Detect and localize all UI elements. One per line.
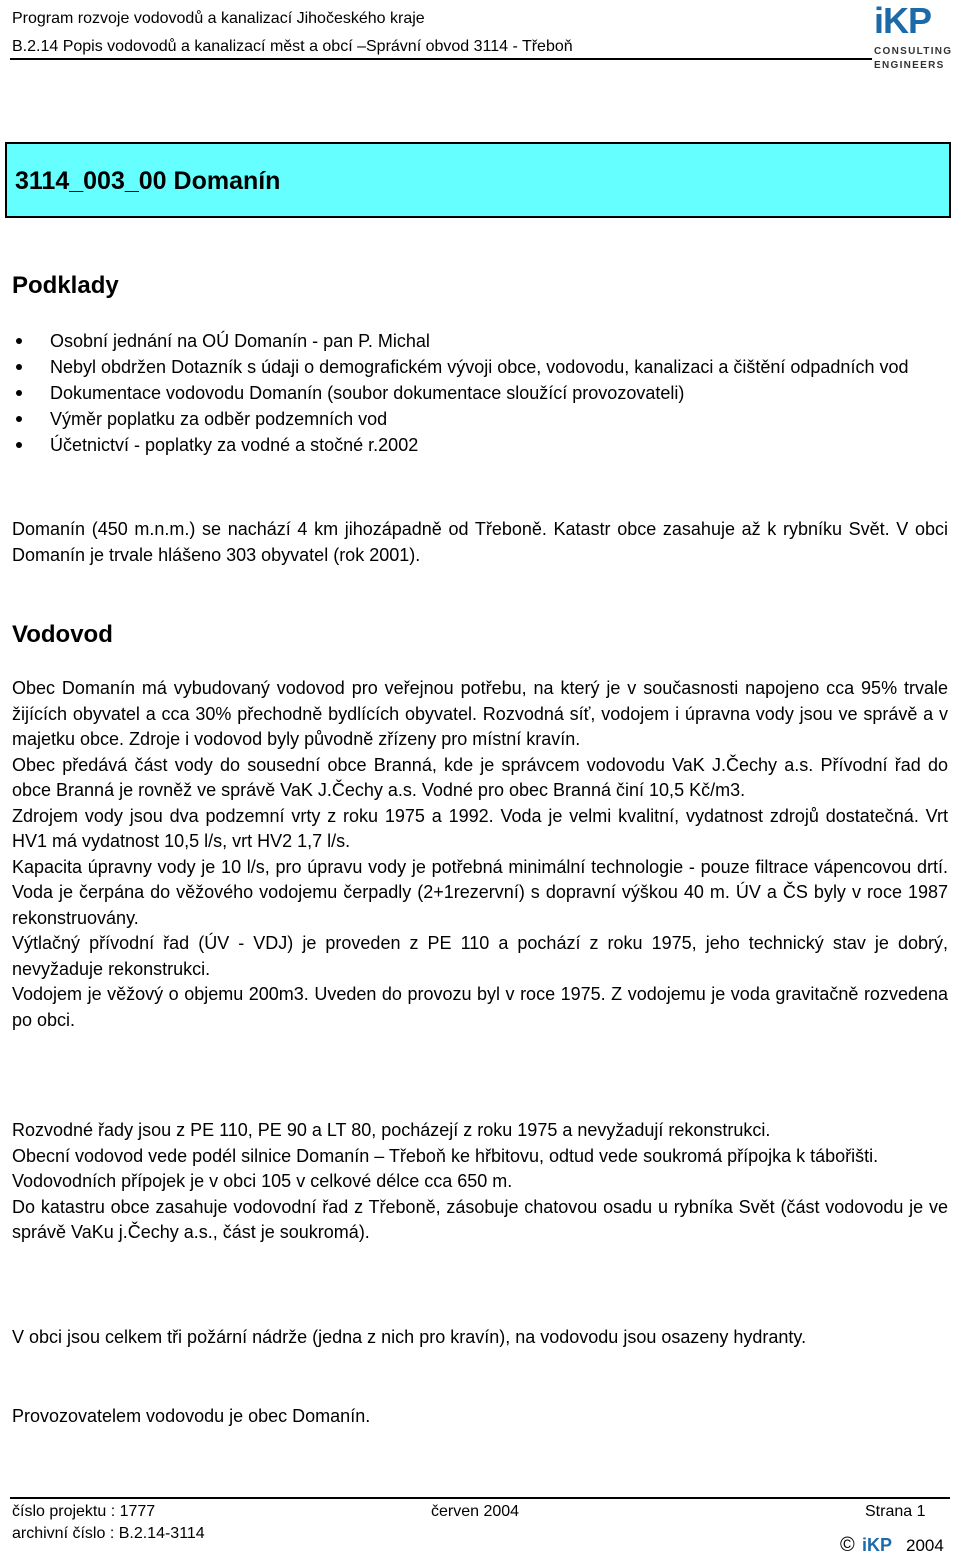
paragraph: Do katastru obce zasahuje vodovodní řad z Třeboně, zásobuje chatovou osadu u rybníka Svět (část vodovodu je ve správě VaKu j.Čechy a.s., část je soukromá). bbox=[12, 1196, 948, 1242]
header-divider bbox=[10, 58, 872, 60]
paragraph: Výtlačný přívodní řad (ÚV - VDJ) je proveden z PE 110 a pochází z roku 1975, jeho technický stav je dobrý, nevyžaduje rekonstrukci. bbox=[12, 933, 948, 979]
hydranty-paragraph bbox=[12, 1325, 948, 1351]
paragraph: Provozovatelem vodovodu je obec Domanín. bbox=[12, 1406, 371, 1426]
list-item: Dokumentace vodovodu Domanín (soubor dokumentace sloužící provozovateli) bbox=[12, 380, 952, 406]
header-program-title: Program rozvoje vodovodů a kanalizací Jihočeského kraje bbox=[12, 10, 425, 27]
intro-text: Domanín (450 m.n.m.) se nachází 4 km jihozápadně od Třeboně. Katastr obce zasahuje až k rybníku Svět. V obci Domanín je trvale hlášeno 303 obyvatel (rok 2001). bbox=[12, 519, 948, 565]
vodovod-block-2 bbox=[12, 1118, 948, 1246]
footer-archive-number: archivní číslo : B.2.14-3114 bbox=[12, 1525, 205, 1542]
footer-copyright-year: 2004 bbox=[906, 1536, 944, 1555]
document-title: 3114_003_00 Domanín bbox=[15, 167, 281, 195]
provozovatel-paragraph bbox=[12, 1404, 948, 1430]
paragraph: V obci jsou celkem tři požární nádrže (jedna z nich pro kravín), na vodovodu jsou osazeny hydranty. bbox=[12, 1327, 807, 1347]
paragraph: Obec předává část vody do sousední obce Branná, kde je správcem vodovodu VaK J.Čechy a.s. Přívodní řad do obce Branná je rovněž ve správě VaK J.Čechy a.s. Vodné pro obec Branná činí 10,5 Kč/m3. bbox=[12, 754, 948, 800]
paragraph: Rozvodné řady jsou z PE 110, PE 90 a LT 80, pocházejí z roku 1975 a nevyžadují rekonstrukci. bbox=[12, 1120, 771, 1140]
ikp-logo-mark: iKP bbox=[874, 0, 932, 41]
paragraph: Vodojem je věžový o objemu 200m3. Uveden do provozu byl v roce 1975. Z vodojemu je voda gravitačně rozvedena po obci. bbox=[12, 984, 948, 1030]
sources-list bbox=[12, 328, 952, 458]
paragraph: Vodovodních přípojek je v obci 105 v celkové délce cca 650 m. bbox=[12, 1171, 513, 1191]
paragraph: Obecní vodovod vede podél silnice Domanín – Třeboň ke hřbitovu, odtud vede soukromá přípojka k tábořišti. bbox=[12, 1145, 879, 1166]
list-item: Osobní jednání na OÚ Domanín - pan P. Michal bbox=[12, 328, 952, 354]
heading-podklady: Podklady bbox=[12, 272, 119, 299]
page-header bbox=[0, 0, 960, 80]
copyright-icon: © bbox=[840, 1534, 855, 1556]
list-item: Účetnictví - poplatky za vodné a stočné r.2002 bbox=[12, 432, 952, 458]
paragraph: Obec Domanín má vybudovaný vodovod pro veřejnou potřebu, na který je v současnosti napojeno cca 95% trvale žijících obyvatel a cca 30% přechodně bydlících obyvatel. Rozvodná síť, vodojem i úpravna vody jsou ve správě a v majetku obce. Zdroje i vodovod byly původně zřízeny pro místní kravín. bbox=[12, 678, 948, 749]
list-item: Výměr poplatku za odběr podzemních vod bbox=[12, 406, 952, 432]
header-section-title: B.2.14 Popis vodovodů a kanalizací měst a obcí –Správní obvod 3114 - Třeboň bbox=[12, 38, 573, 55]
logo-subtitle-consulting: CONSULTING bbox=[874, 46, 953, 57]
footer-project-number: číslo projektu : 1777 bbox=[12, 1503, 156, 1520]
footer-date: červen 2004 bbox=[431, 1503, 520, 1520]
heading-vodovod: Vodovod bbox=[12, 621, 113, 648]
footer-page-number: Strana 1 bbox=[865, 1503, 926, 1520]
paragraph: Zdrojem vody jsou dva podzemní vrty z roku 1975 a 1992. Voda je velmi kvalitní, vydatnost zdrojů dostatečná. Vrt HV1 má vydatnost 10,5 l/s, vrt HV2 1,7 l/s. bbox=[12, 805, 948, 851]
vodovod-block-1 bbox=[12, 676, 948, 1033]
ikp-logo bbox=[872, 2, 954, 74]
footer-copyright bbox=[840, 1534, 950, 1558]
footer-divider bbox=[10, 1497, 950, 1499]
paragraph: Kapacita úpravny vody je 10 l/s, pro úpravu vody je potřebná minimální technologie - pouze filtrace vápencovou drtí. Voda je čerpána do věžového vodojemu čerpadly (2+1rezervní) s dopravní výškou 40 m. ÚV a ČS byly v roce 1987 rekonstruovány. bbox=[12, 856, 948, 928]
list-item: Nebyl obdržen Dotazník s údaji o demografickém vývoji obce, vodovodu, kanalizaci a čištění odpadních vod bbox=[12, 354, 952, 380]
intro-paragraph bbox=[12, 517, 948, 568]
document-title-box bbox=[5, 142, 951, 218]
logo-subtitle-engineers: ENGINEERS bbox=[874, 60, 945, 71]
footer-ikp-logo: iKP bbox=[862, 1535, 893, 1555]
